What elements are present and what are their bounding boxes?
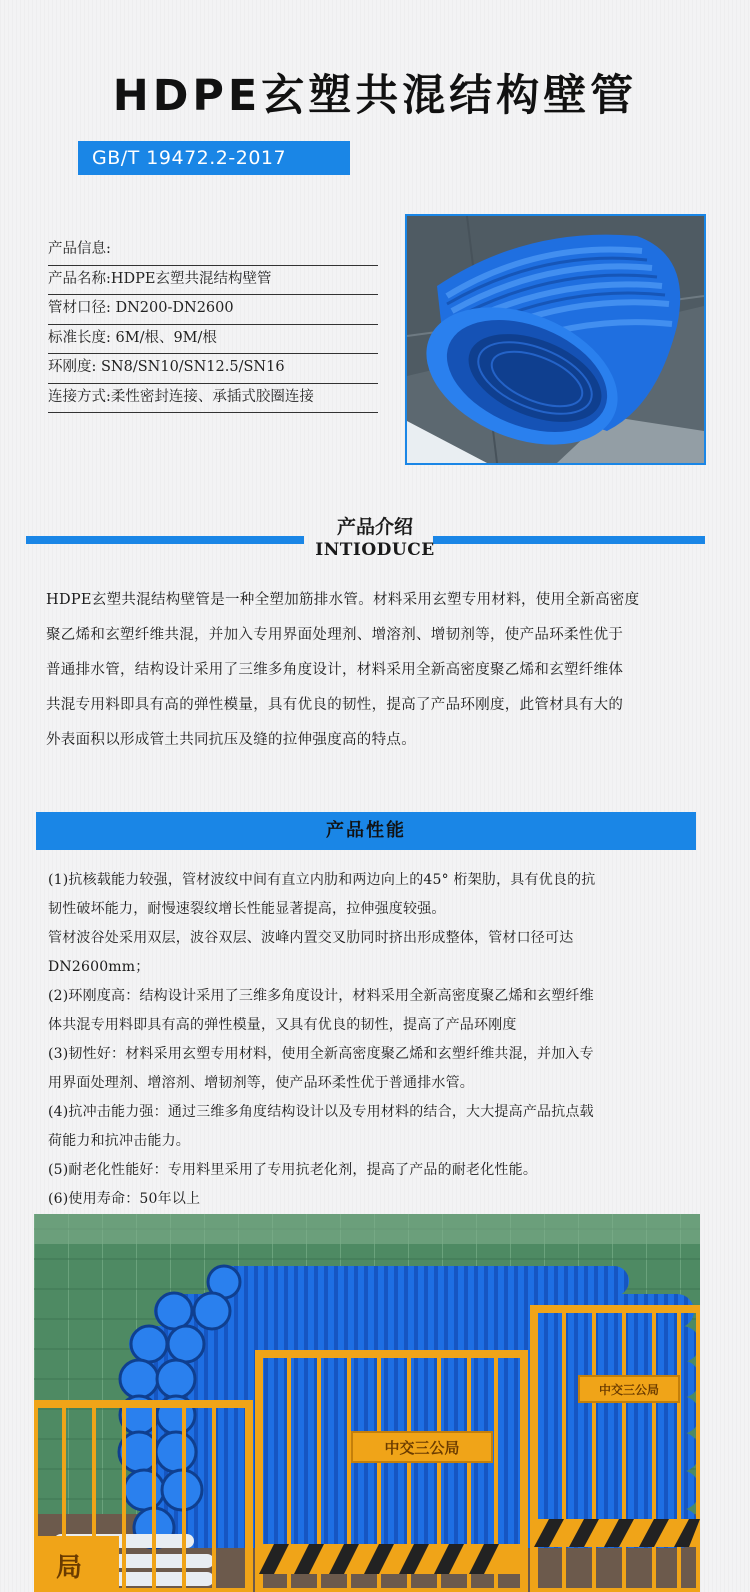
fence-sign-text: 局 [56,1553,83,1583]
performance-line: 用界面处理剂、增溶剂、增韧剂等，使产品环柔性优于普通排水管。 [48,1075,474,1091]
fence-sign-text: 中交三公局 [598,1383,660,1397]
performance-line: 荷能力和抗冲击能力。 [48,1133,190,1149]
construction-site-photo [34,1214,700,1592]
standard-badge: GB/T 19472.2-2017 [78,141,350,175]
intro-heading: 产品介绍 [336,516,413,538]
info-row: 标准长度: 6M/根、9M/根 [48,325,378,355]
info-row: 环刚度: SN8/SN10/SN12.5/SN16 [48,354,378,384]
performance-list [48,866,703,1214]
intro-line: 共混专用料即具有高的弹性模量，具有优良的韧性，提高了产品环刚度，此管材具有大的 [46,697,624,713]
intro-line: 普通排水管，结构设计采用了三维多角度设计，材料采用全新高密度聚乙烯和玄塑纤维体 [46,662,624,678]
info-row: 连接方式:柔性密封连接、承插式胶圈连接 [48,384,378,414]
performance-line: 韧性破坏能力，耐慢速裂纹增长性能显著提高，拉伸强度较强。 [48,901,446,917]
performance-heading: 产品性能 [36,812,696,850]
pipe-photo [405,214,706,465]
page-title: HDPE玄塑共混结构壁管 [112,71,638,121]
intro-line: 外表面积以形成管土共同抗压及缝的拉伸强度高的特点。 [46,732,416,748]
performance-line: (1)抗核载能力较强，管材波纹中间有直立内肋和两边向上的45° 桁架肋，具有优良的抗 [48,872,596,888]
performance-line: (6)使用寿命：50年以上 [48,1191,201,1207]
performance-line: 体共混专用料即具有高的弹性模量，又具有优良的韧性，提高了产品环刚度 [48,1017,517,1033]
info-row: 产品信息: [48,236,378,266]
intro-paragraph [46,583,706,758]
info-row: 产品名称:HDPE玄塑共混结构壁管 [48,266,378,296]
intro-line: HDPE玄塑共混结构壁管是一种全塑加筋排水管。材料采用玄塑专用材料，使用全新高密度 [46,592,640,608]
performance-line: (3)韧性好：材料采用玄塑专用材料，使用全新高密度聚乙烯和玄塑纤维共混，并加入专 [48,1046,594,1062]
intro-subheading: INTIODUCE [315,540,435,560]
performance-line: (4)抗冲击能力强：通过三维多角度结构设计以及专用材料的结合，大大提高产品抗点载 [48,1104,594,1120]
performance-line: (5)耐老化性能好：专用料里采用了专用抗老化剂，提高了产品的耐老化性能。 [48,1162,538,1178]
performance-line: (2)环刚度高：结构设计采用了三维多角度设计，材料采用全新高密度聚乙烯和玄塑纤维 [48,988,594,1004]
fence-sign-text: 中交三公局 [384,1439,460,1457]
info-row: 管材口径: DN200-DN2600 [48,295,378,325]
product-info-list [48,236,378,413]
performance-line: 管材波谷处采用双层，波谷双层、波峰内置交叉肋同时挤出形成整体，管材口径可达 [48,930,574,946]
performance-line: DN2600mm； [48,959,150,975]
intro-line: 聚乙烯和玄塑纤维共混，并加入专用界面处理剂、增溶剂、增韧剂等，使产品环柔性优于 [46,627,624,643]
